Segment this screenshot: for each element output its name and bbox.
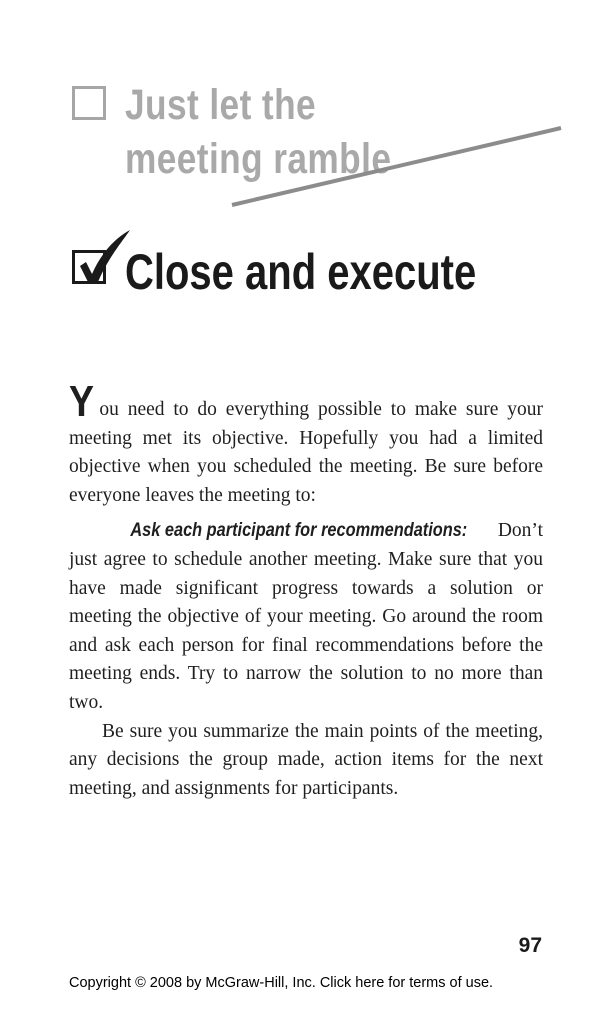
copyright-notice <box>69 975 493 991</box>
copyright-terms-link[interactable]: Copyright © 2008 by McGraw-Hill, Inc. Click here for terms of use. <box>69 975 494 991</box>
page-number: 97 <box>518 934 542 957</box>
paragraph-2 <box>69 517 543 717</box>
checked-heading <box>70 228 590 308</box>
paragraph-3-text: Be sure you summarize the main points of the meeting, any decisions the group made, action items for the next meeting, and assignments for participants. <box>69 720 543 799</box>
paragraph-2-text: Don’t just agree to schedule another meeting. Make sure that you have made significant progress towards a solution or meeting the objective of your meeting. Go around the room and ask each person for final recommendations before the meeting ends. Try to narrow the solution to no more than two. <box>69 520 543 713</box>
crossed-out-heading <box>70 78 570 198</box>
paragraph-1 <box>69 377 543 510</box>
paragraph-2-lead-in: Ask each participant for recommendations: <box>130 520 468 542</box>
checked-heading-text: Close and execute <box>125 244 477 300</box>
body-text <box>69 377 543 803</box>
drop-cap: Y <box>69 377 94 426</box>
strikethrough-line <box>230 122 570 212</box>
empty-checkbox-icon <box>72 86 106 120</box>
paragraph-1-text: ou need to do everything possible to make sure your meeting met its objective. Hopefully you had a limited objective when you scheduled the meeting. Be sure before everyone leaves the meeting to: <box>69 399 543 506</box>
crossed-out-heading-text: Just let the meeting ramble <box>125 81 392 183</box>
paragraph-3 <box>69 718 543 804</box>
